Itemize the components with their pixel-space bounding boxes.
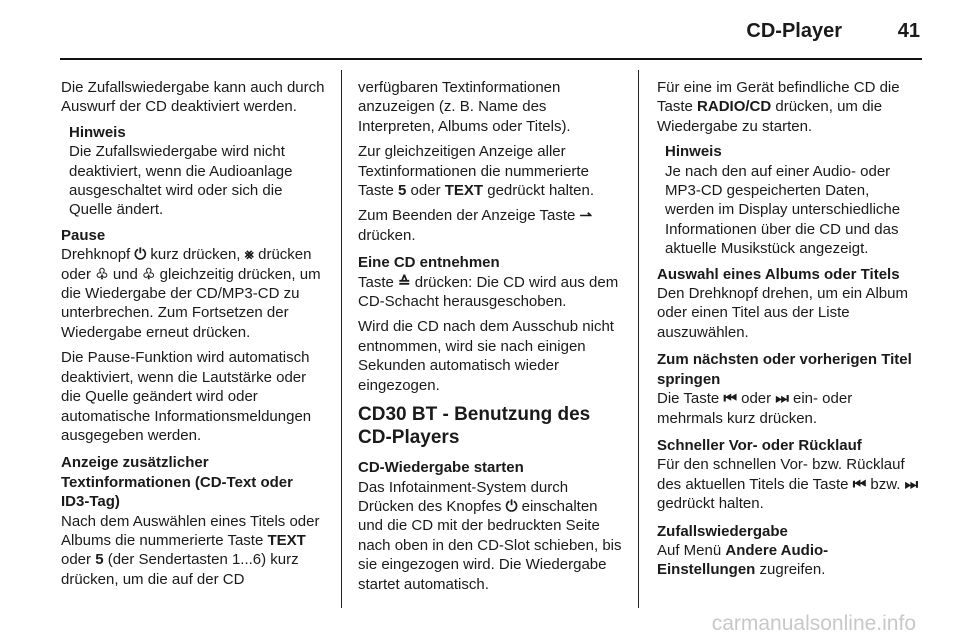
heading-next: Zum nächsten oder vorherigen Titel springen [657,351,912,388]
note-title: Hinweis [665,143,722,161]
power-icon: ⏻ [134,246,147,264]
paragraph: Auf Menü Andere Audio-Einstellungen zugreifen. [657,541,829,579]
volume-up-icon: ♧ [142,265,156,283]
previous-track-icon: ⏮ [852,475,867,493]
note-text: Die Zufallswiedergabe wird nicht deaktiviert, wenn die Audioanlage ausgeschaltet wird oder sich die Quelle ändert. [69,143,293,219]
next-track-icon: ⏭ [775,390,789,408]
paragraph: Zum Beenden der Anzeige Taste ⇀ drücken. [358,207,593,244]
key-radio-cd: RADIO/CD [697,98,772,116]
volume-down-icon: ♧ [95,265,109,283]
eject-icon: ≙ [398,273,411,291]
note-box [61,123,325,220]
page-number: 41 [897,20,920,42]
previous-track-icon: ⏮ [723,390,737,408]
key-text: TEXT [267,531,306,549]
menu-other-audio-settings: Andere Audio-Einstellungen [657,541,829,579]
heading-shuffle: Zufallswiedergabe [657,522,788,540]
paragraph: Die Zufallswiedergabe kann auch durch Auswurf der CD deaktiviert werden. [61,79,325,116]
paragraph: verfügbaren Textinformationen anzuzeigen (z. B. Name des Interpreten, Albums oder Titels). [358,79,571,135]
paragraph: Für den schnellen Vor- bzw. Rücklauf des aktuellen Titels die Taste ⏮ bzw. ⏭ gedrückt halten. [657,456,919,513]
key-5: 5 [398,182,407,200]
heading-cd-text: Anzeige zusätzlicher Textinformationen (CD-Text oder ID3-Tag) [61,454,293,511]
paragraph: Den Drehknopf drehen, um ein Album oder einen Titel aus der Liste auszuwählen. [657,285,908,341]
page-title: CD-Player [746,20,842,42]
heading-fast-forward: Schneller Vor- oder Rücklauf [657,436,862,454]
paragraph: Zur gleichzeitigen Anzeige aller Textinformationen die nummerierte Taste 5 oder TEXT gedrückt halten. [358,143,594,200]
paragraph: Das Infotainment-System durch Drücken des Knopfes ⏻ einschalten und die CD mit der bedruckten Seite nach oben in den CD-Slot schieben, bis sie eingezogen wird. Die Wiedergabe startet automatisch. [358,478,622,593]
paragraph: Die Pause-Funktion wird automatisch deaktiviert, wenn die Lautstärke oder die Quelle geändert wird oder automatische Informationsmeldungen ausgegeben werden. [61,349,312,444]
column-1 [61,78,325,595]
column-3 [657,78,921,586]
key-text: TEXT [444,182,484,200]
note-box [657,142,921,258]
note-title: Hinweis [69,123,126,141]
paragraph: Taste ≙ drücken: Die CD wird aus dem CD-Schacht herausgeschoben. [358,273,619,311]
paragraph: Drehknopf ⏻ kurz drücken, ⨳ drücken oder ♧ und ♧ gleichzeitig drücken, um die Wiedergabe der CD/MP3-CD zu unterbrechen. Zum Fortsetzen der Wiedergabe erneut drücken. [61,246,321,341]
column-divider-2 [638,70,639,608]
watermark: carmanualsonline.info [711,612,916,635]
key-5: 5 [95,551,104,569]
heading-start: CD-Wiedergabe starten [358,459,524,477]
column-divider-1 [341,70,342,608]
heading-pause: Pause [61,226,106,244]
paragraph: Für eine im Gerät befindliche CD die Taste RADIO/CD drücken, um die Wiedergabe zu starten. [657,79,900,135]
header-rule [60,58,922,60]
mute-icon: ⨳ [244,246,254,264]
heading-eject: Eine CD entnehmen [358,254,500,272]
section-title: CD30 BT - Benutzung des CD-Players [358,404,591,449]
paragraph: Nach dem Auswählen eines Titels oder Albums die nummerierte Taste TEXT oder 5 (der Sendertasten 1...6) kurz drücken, um die auf der CD [61,512,320,588]
back-icon: ⇀ [579,207,593,225]
paragraph: Die Taste ⏮ oder ⏭ ein- oder mehrmals kurz drücken. [657,390,853,427]
heading-album: Auswahl eines Albums oder Titels [657,265,900,283]
power-icon: ⏻ [505,497,518,515]
page-header [0,0,960,56]
note-text: Je nach den auf einer Audio- oder MP3-CD gespeicherten Daten, werden im Display unterschiedliche Informationen über die CD und das aktuelle Musikstück angezeigt. [665,162,901,258]
column-2 [358,78,622,600]
next-track-icon: ⏭ [904,475,919,493]
paragraph: Wird die CD nach dem Ausschub nicht entnommen, wird sie nach einigen Sekunden automatisch wieder eingezogen. [358,318,614,394]
